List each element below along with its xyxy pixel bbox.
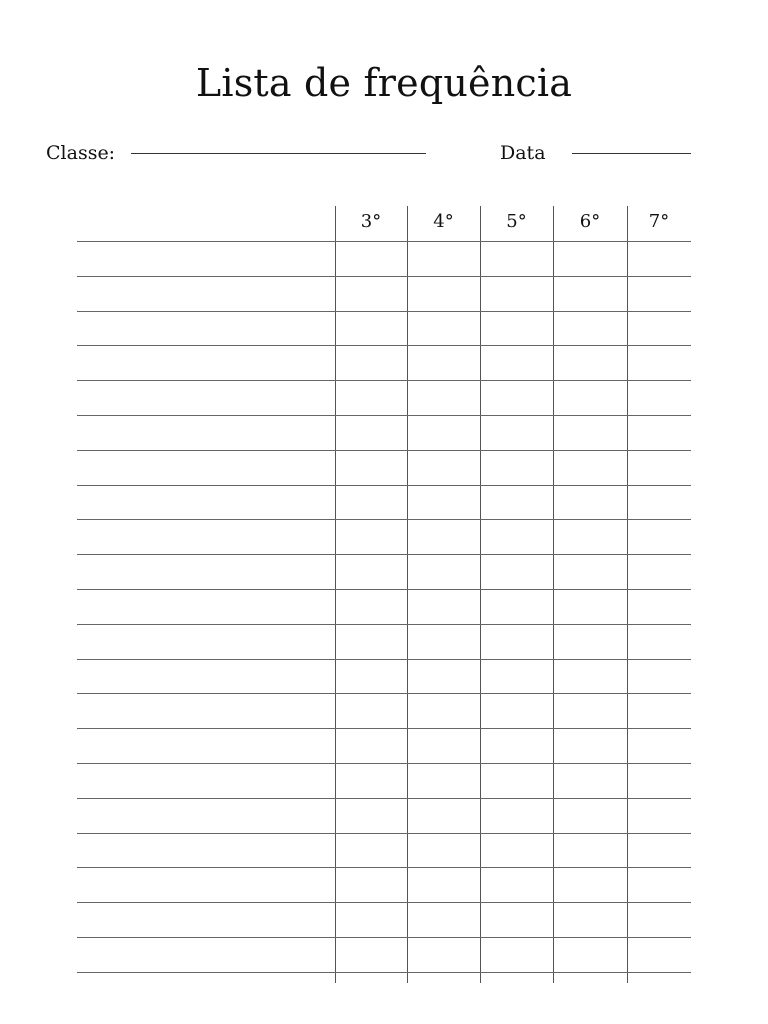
name-cell[interactable] <box>77 624 335 658</box>
day-6-cell[interactable] <box>553 450 627 484</box>
table-row <box>77 833 691 867</box>
row-rule <box>77 972 691 973</box>
day-6-cell[interactable] <box>553 519 627 553</box>
classe-field-line[interactable] <box>131 153 426 154</box>
day-5-cell[interactable] <box>480 693 553 727</box>
name-cell[interactable] <box>77 241 335 275</box>
day-6-cell[interactable] <box>553 624 627 658</box>
day-6-cell[interactable] <box>553 798 627 832</box>
day-7-cell[interactable] <box>627 659 691 693</box>
table-row <box>77 659 691 693</box>
day-6-cell[interactable] <box>553 415 627 449</box>
table-row <box>77 450 691 484</box>
day-6-cell[interactable] <box>553 763 627 797</box>
day-4-cell[interactable] <box>407 798 480 832</box>
day-6-cell[interactable] <box>553 241 627 275</box>
day-7-cell[interactable] <box>627 345 691 379</box>
data-label: Data <box>500 142 546 164</box>
day-5-cell[interactable] <box>480 624 553 658</box>
day-7-cell[interactable] <box>627 415 691 449</box>
day-3-cell[interactable] <box>335 554 407 588</box>
day-7-cell[interactable] <box>627 693 691 727</box>
table-row <box>77 380 691 414</box>
day-3-cell[interactable] <box>335 311 407 345</box>
day-4-cell[interactable] <box>407 241 480 275</box>
table-row <box>77 519 691 553</box>
day-4-cell[interactable] <box>407 311 480 345</box>
name-cell[interactable] <box>77 519 335 553</box>
name-cell[interactable] <box>77 450 335 484</box>
day-4-cell[interactable] <box>407 485 480 519</box>
classe-label: Classe: <box>46 142 116 164</box>
page-title: Lista de frequência <box>195 61 573 105</box>
table-row <box>77 276 691 310</box>
day-7-cell[interactable] <box>627 937 691 971</box>
day-4-cell[interactable] <box>407 276 480 310</box>
day-5-cell[interactable] <box>480 763 553 797</box>
day-5-cell[interactable] <box>480 659 553 693</box>
day-4-cell[interactable] <box>407 624 480 658</box>
name-cell[interactable] <box>77 276 335 310</box>
day-3-cell[interactable] <box>335 867 407 901</box>
day-5-cell[interactable] <box>480 345 553 379</box>
day-7-cell[interactable] <box>627 485 691 519</box>
day-7-cell[interactable] <box>627 450 691 484</box>
name-cell[interactable] <box>77 311 335 345</box>
day-4-cell[interactable] <box>407 833 480 867</box>
day-5-cell[interactable] <box>480 833 553 867</box>
day-4-cell[interactable] <box>407 519 480 553</box>
day-3-cell[interactable] <box>335 624 407 658</box>
table-row <box>77 485 691 519</box>
day-6-cell[interactable] <box>553 902 627 936</box>
day-5-cell[interactable] <box>480 798 553 832</box>
day-3-cell[interactable] <box>335 415 407 449</box>
day-4-cell[interactable] <box>407 380 480 414</box>
day-5-cell[interactable] <box>480 380 553 414</box>
day-4-cell[interactable] <box>407 415 480 449</box>
day-6-cell[interactable] <box>553 589 627 623</box>
name-cell[interactable] <box>77 589 335 623</box>
name-cell[interactable] <box>77 763 335 797</box>
day-7-cell[interactable] <box>627 902 691 936</box>
day-5-cell[interactable] <box>480 519 553 553</box>
day-5-cell[interactable] <box>480 485 553 519</box>
day-5-cell[interactable] <box>480 902 553 936</box>
table-row <box>77 589 691 623</box>
day-6-cell[interactable] <box>553 867 627 901</box>
table-row <box>77 624 691 658</box>
day-3-cell[interactable] <box>335 241 407 275</box>
table-row <box>77 241 691 275</box>
table-row <box>77 728 691 762</box>
day-3-cell[interactable] <box>335 833 407 867</box>
day-7-cell[interactable] <box>627 554 691 588</box>
day-7-cell[interactable] <box>627 311 691 345</box>
day-4-cell[interactable] <box>407 728 480 762</box>
column-header-day-3: 3° <box>360 211 382 232</box>
day-7-cell[interactable] <box>627 380 691 414</box>
day-4-cell[interactable] <box>407 345 480 379</box>
name-cell[interactable] <box>77 485 335 519</box>
column-header-day-7: 7° <box>648 211 670 232</box>
day-4-cell[interactable] <box>407 450 480 484</box>
day-3-cell[interactable] <box>335 450 407 484</box>
day-6-cell[interactable] <box>553 380 627 414</box>
day-4-cell[interactable] <box>407 902 480 936</box>
day-3-cell[interactable] <box>335 659 407 693</box>
day-5-cell[interactable] <box>480 937 553 971</box>
table-row <box>77 345 691 379</box>
name-cell[interactable] <box>77 693 335 727</box>
column-header-day-4: 4° <box>433 211 454 232</box>
day-6-cell[interactable] <box>553 311 627 345</box>
day-4-cell[interactable] <box>407 693 480 727</box>
day-5-cell[interactable] <box>480 554 553 588</box>
day-7-cell[interactable] <box>627 589 691 623</box>
day-5-cell[interactable] <box>480 589 553 623</box>
name-cell[interactable] <box>77 798 335 832</box>
day-6-cell[interactable] <box>553 728 627 762</box>
day-6-cell[interactable] <box>553 833 627 867</box>
column-header-day-5: 5° <box>506 211 527 232</box>
name-cell[interactable] <box>77 728 335 762</box>
day-7-cell[interactable] <box>627 728 691 762</box>
table-row <box>77 937 691 971</box>
day-5-cell[interactable] <box>480 415 553 449</box>
day-3-cell[interactable] <box>335 902 407 936</box>
table-row <box>77 415 691 449</box>
day-3-cell[interactable] <box>335 693 407 727</box>
name-cell[interactable] <box>77 345 335 379</box>
attendance-table <box>77 206 691 983</box>
name-cell[interactable] <box>77 902 335 936</box>
day-5-cell[interactable] <box>480 241 553 275</box>
day-7-cell[interactable] <box>627 867 691 901</box>
day-5-cell[interactable] <box>480 311 553 345</box>
name-cell[interactable] <box>77 554 335 588</box>
day-5-cell[interactable] <box>480 728 553 762</box>
day-6-cell[interactable] <box>553 345 627 379</box>
table-row <box>77 902 691 936</box>
data-field-line[interactable] <box>572 153 691 154</box>
day-6-cell[interactable] <box>553 693 627 727</box>
table-row <box>77 798 691 832</box>
day-3-cell[interactable] <box>335 345 407 379</box>
day-4-cell[interactable] <box>407 589 480 623</box>
day-3-cell[interactable] <box>335 485 407 519</box>
day-4-cell[interactable] <box>407 659 480 693</box>
day-3-cell[interactable] <box>335 937 407 971</box>
day-4-cell[interactable] <box>407 937 480 971</box>
name-cell[interactable] <box>77 380 335 414</box>
day-3-cell[interactable] <box>335 728 407 762</box>
day-4-cell[interactable] <box>407 554 480 588</box>
table-row <box>77 693 691 727</box>
day-4-cell[interactable] <box>407 763 480 797</box>
day-6-cell[interactable] <box>553 485 627 519</box>
name-cell[interactable] <box>77 867 335 901</box>
day-5-cell[interactable] <box>480 276 553 310</box>
day-3-cell[interactable] <box>335 380 407 414</box>
day-7-cell[interactable] <box>627 833 691 867</box>
day-7-cell[interactable] <box>627 519 691 553</box>
day-6-cell[interactable] <box>553 659 627 693</box>
day-3-cell[interactable] <box>335 798 407 832</box>
day-7-cell[interactable] <box>627 276 691 310</box>
day-7-cell[interactable] <box>627 241 691 275</box>
name-cell[interactable] <box>77 833 335 867</box>
name-cell[interactable] <box>77 937 335 971</box>
day-3-cell[interactable] <box>335 589 407 623</box>
day-7-cell[interactable] <box>627 624 691 658</box>
day-7-cell[interactable] <box>627 798 691 832</box>
day-5-cell[interactable] <box>480 867 553 901</box>
day-6-cell[interactable] <box>553 554 627 588</box>
day-6-cell[interactable] <box>553 937 627 971</box>
table-row <box>77 311 691 345</box>
table-row <box>77 763 691 797</box>
column-header-day-6: 6° <box>579 211 601 232</box>
table-row <box>77 867 691 901</box>
day-5-cell[interactable] <box>480 450 553 484</box>
day-3-cell[interactable] <box>335 519 407 553</box>
day-3-cell[interactable] <box>335 763 407 797</box>
name-cell[interactable] <box>77 659 335 693</box>
day-4-cell[interactable] <box>407 867 480 901</box>
day-7-cell[interactable] <box>627 763 691 797</box>
name-cell[interactable] <box>77 415 335 449</box>
day-3-cell[interactable] <box>335 276 407 310</box>
day-6-cell[interactable] <box>553 276 627 310</box>
table-row <box>77 554 691 588</box>
